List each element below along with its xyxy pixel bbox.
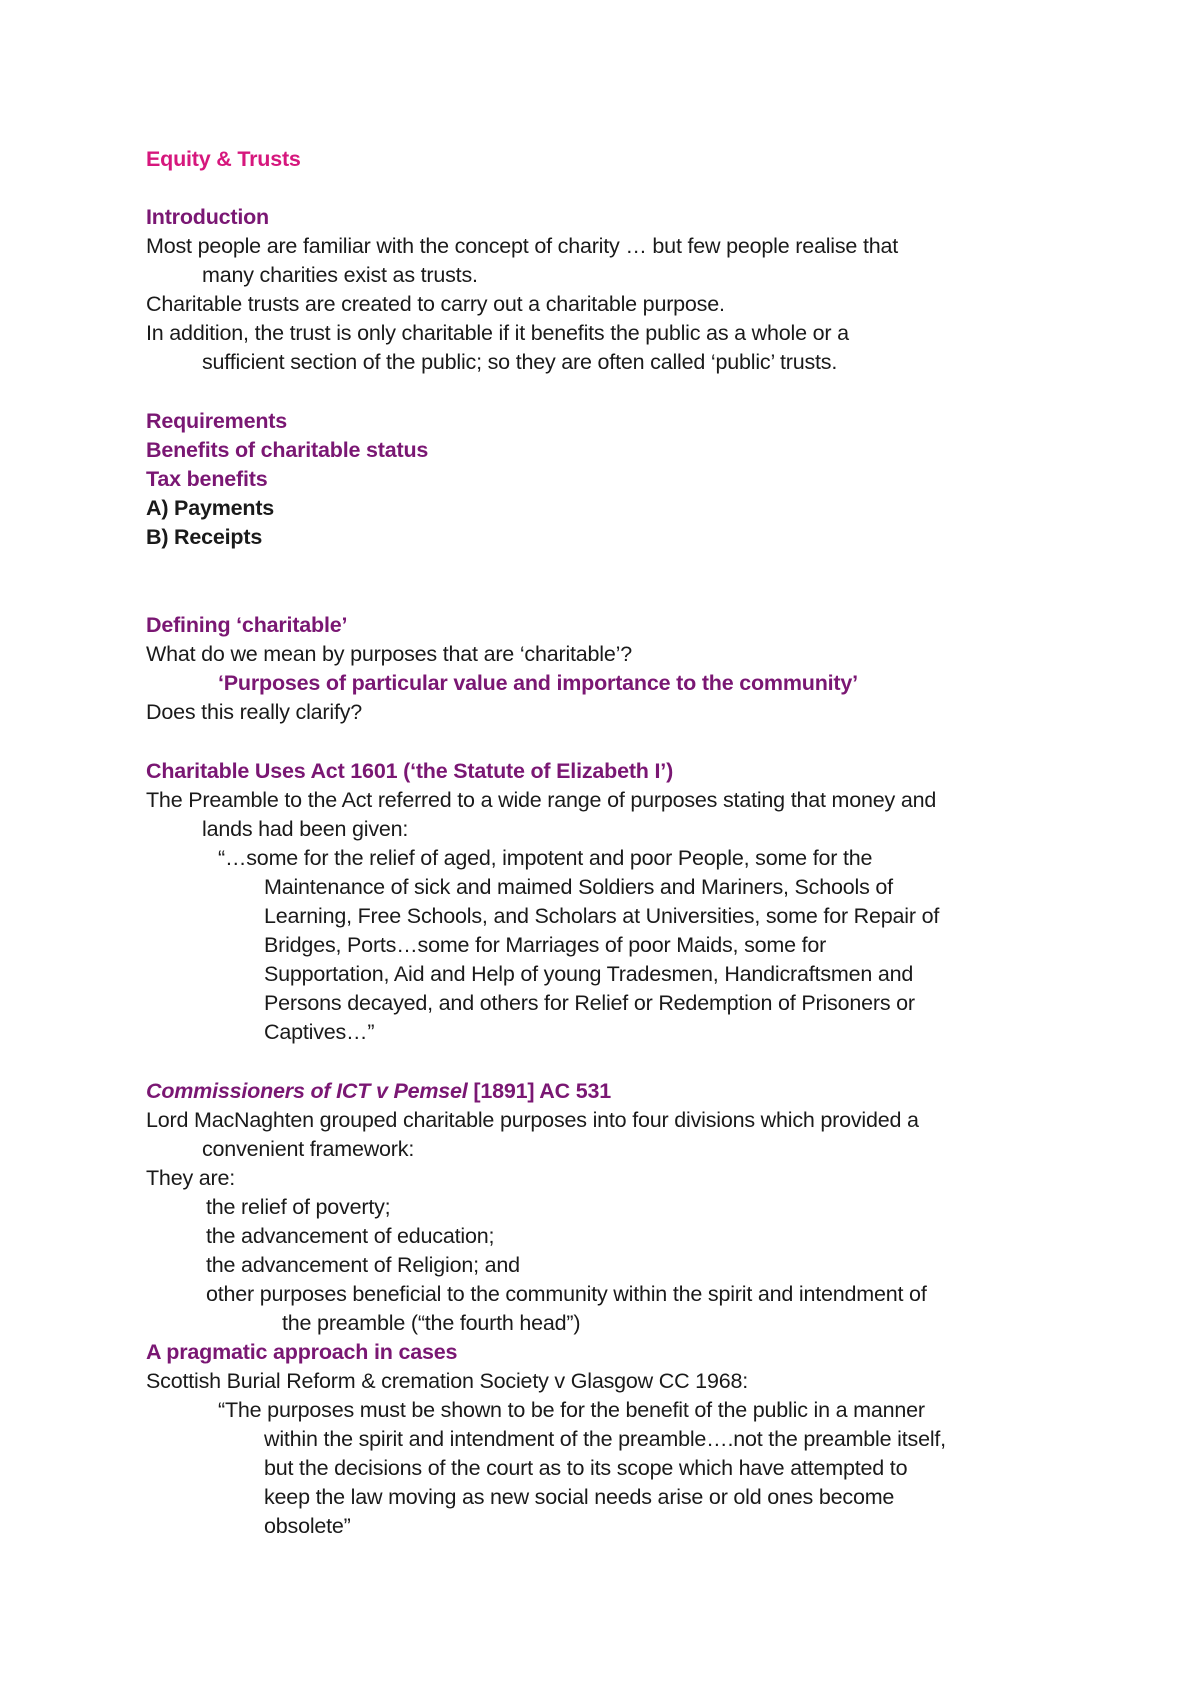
statute-intro-line: The Preamble to the Act referred to a wide range of purposes stating that money and: [146, 788, 937, 812]
preamble-quote-line: Bridges, Ports…some for Marriages of poor Maids, some for: [264, 933, 827, 957]
charitable-head-item-cont: the preamble (“the fourth head”): [282, 1311, 581, 1335]
introduction-line: In addition, the trust is only charitable if it benefits the public as a whole or a: [146, 321, 849, 345]
charitable-head-item: other purposes beneficial to the community within the spirit and intendment of: [206, 1282, 927, 1306]
pragmatic-case: Scottish Burial Reform & cremation Society v Glasgow CC 1968:: [146, 1369, 748, 1393]
benefits-heading: Benefits of charitable status: [146, 438, 429, 462]
defining-followup: Does this really clarify?: [146, 700, 363, 724]
pemsel-heading: [146, 1077, 611, 1106]
introduction-line: many charities exist as trusts.: [202, 263, 478, 287]
requirements-heading: Requirements: [146, 409, 287, 433]
pragmatic-heading: A pragmatic approach in cases: [146, 1340, 458, 1364]
charitable-head-item: the advancement of Religion; and: [206, 1253, 520, 1277]
preamble-quote-line: Supportation, Aid and Help of young Tradesmen, Handicraftsmen and: [264, 962, 914, 986]
pemsel-citation: [1891] AC 531: [467, 1079, 611, 1103]
defining-heading: Defining ‘charitable’: [146, 613, 348, 637]
introduction-heading: Introduction: [146, 205, 269, 229]
charitable-head-item: the relief of poverty;: [206, 1195, 391, 1219]
introduction-line: Charitable trusts are created to carry out a charitable purpose.: [146, 292, 725, 316]
statute-heading: Charitable Uses Act 1601 (‘the Statute of Elizabeth I’): [146, 759, 674, 783]
introduction-line: Most people are familiar with the concept of charity … but few people realise that: [146, 234, 899, 258]
payments-heading: A) Payments: [146, 496, 275, 520]
preamble-quote-line: Learning, Free Schools, and Scholars at Universities, some for Repair of: [264, 904, 940, 928]
preamble-quote-line: Persons decayed, and others for Relief or Redemption of Prisoners or: [264, 991, 915, 1015]
defining-question: What do we mean by purposes that are ‘charitable’?: [146, 642, 632, 666]
preamble-quote-line: “…some for the relief of aged, impotent and poor People, some for the: [218, 846, 873, 870]
introduction-line: sufficient section of the public; so they are often called ‘public’ trusts.: [202, 350, 838, 374]
preamble-quote-line: Maintenance of sick and maimed Soldiers and Mariners, Schools of: [264, 875, 893, 899]
pragmatic-quote-line: keep the law moving as new social needs arise or old ones become: [264, 1485, 895, 1509]
they-are-label: They are:: [146, 1166, 236, 1190]
pragmatic-quote-line: within the spirit and intendment of the preamble….not the preamble itself,: [264, 1427, 946, 1451]
pragmatic-quote-line: “The purposes must be shown to be for the benefit of the public in a manner: [218, 1398, 925, 1422]
statute-intro-line: lands had been given:: [202, 817, 409, 841]
charitable-head-item: the advancement of education;: [206, 1224, 495, 1248]
tax-benefits-heading: Tax benefits: [146, 467, 268, 491]
defining-quote: ‘Purposes of particular value and importance to the community’: [218, 671, 858, 695]
preamble-quote-line: Captives…”: [264, 1020, 375, 1044]
pragmatic-quote-line: but the decisions of the court as to its scope which have attempted to: [264, 1456, 908, 1480]
pemsel-case-name: Commissioners of ICT v Pemsel: [146, 1079, 468, 1103]
receipts-heading: B) Receipts: [146, 525, 263, 549]
pragmatic-quote-line: obsolete”: [264, 1514, 351, 1538]
document-title: Equity & Trusts: [146, 147, 301, 171]
pemsel-intro-line: Lord MacNaghten grouped charitable purposes into four divisions which provided a: [146, 1108, 919, 1132]
pemsel-intro-line: convenient framework:: [202, 1137, 415, 1161]
